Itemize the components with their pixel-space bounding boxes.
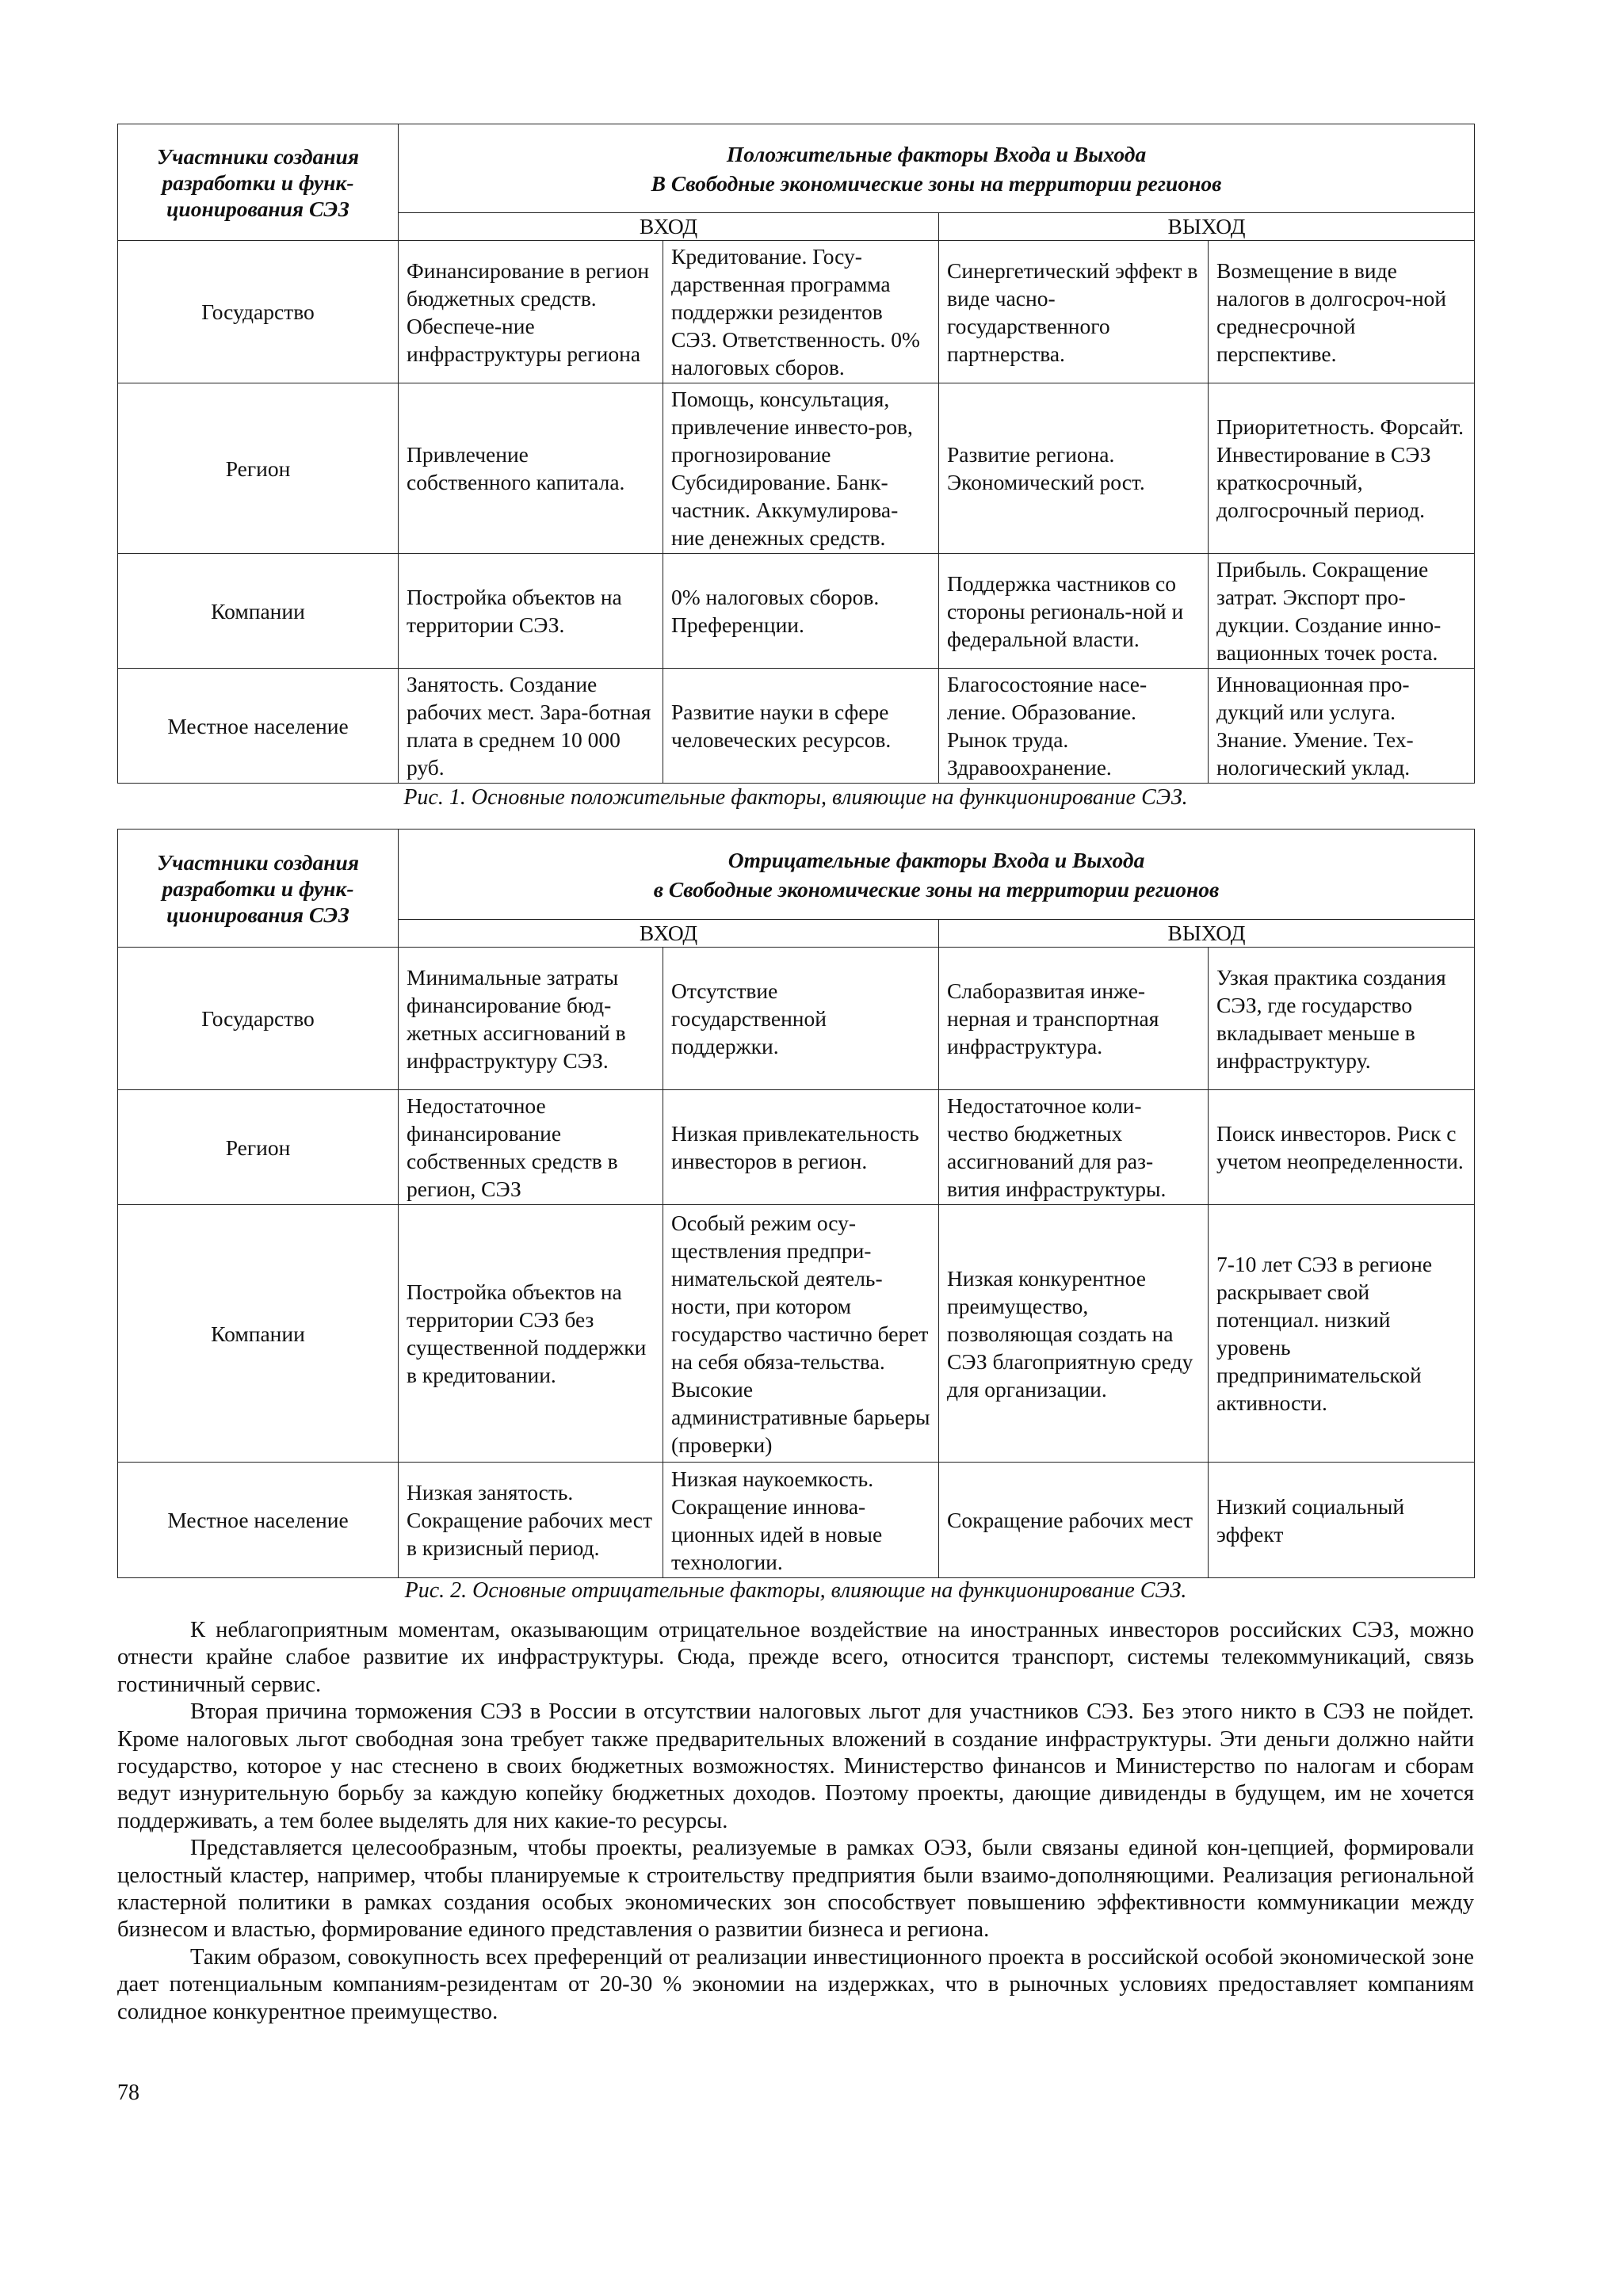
paragraph: К неблагоприятным моментам, оказывающим отрицательное воздействие на иностранных инвесторов российских СЭЗ, можно отнести крайне слабое развитие их инфраструктуры. Сюда, прежде всего, относится транспорт, системы телекоммуникаций, связь гостиничный сервис.: [117, 1618, 1474, 1697]
table-row: [118, 554, 1475, 669]
actor-cell: Регион: [118, 383, 399, 554]
exit-cell: Развитие региона. Экономический рост.: [939, 383, 1209, 554]
body-text: [117, 1617, 1474, 2026]
entry-cell: Привлечение собственного капитала.: [399, 383, 663, 554]
entry-cell: Недостаточное финансирование собственных средств в регион, СЭЗ: [399, 1090, 663, 1205]
exit-cell: Поиск инвесторов. Риск с учетом неопределенности.: [1209, 1090, 1475, 1205]
entry-cell: Кредитование. Госу-дарственная программа поддержки резидентов СЭЗ. Ответственность. 0% налоговых сборов.: [663, 241, 939, 383]
actor-cell: Местное население: [118, 669, 399, 784]
exit-cell: Низкий социальный эффект: [1209, 1463, 1475, 1578]
table-row: [118, 241, 1475, 383]
entry-header: ВХОД: [399, 920, 939, 948]
entry-cell: Отсутствие государственной поддержки.: [663, 948, 939, 1090]
exit-cell: 7-10 лет СЭЗ в регионе раскрывает свой потенциал. низкий уровень предпринимательской активности.: [1209, 1205, 1475, 1463]
exit-header: ВЫХОД: [939, 920, 1475, 948]
exit-cell: Узкая практика создания СЭЗ, где государство вкладывает меньше в инфраструктуру.: [1209, 948, 1475, 1090]
entry-cell: Развитие науки в сфере человеческих ресурсов.: [663, 669, 939, 784]
exit-cell: Инновационная про-дукций или услуга. Знание. Умение. Тех-нологический уклад.: [1209, 669, 1475, 784]
entry-cell: Низкая наукоемкость. Сокращение иннова-ционных идей в новые технологии.: [663, 1463, 939, 1578]
paragraph: Представляется целесообразным, чтобы проекты, реализуемые в рамках ОЭЗ, были связаны единой кон-цепцией, формировали целостный кластер, например, чтобы планируемые к строительству предприятия были взаимо-дополняющими. Реализация региональной кластерной политики в рамках создания особых экономических зон способствует повышению эффективности коммуникации между бизнесом и властью, формирование единого представления о развитии бизнеса и региона.: [117, 1836, 1474, 1943]
entry-cell: Низкая привлекательность инвесторов в регион.: [663, 1090, 939, 1205]
entry-cell: Занятость. Создание рабочих мест. Зара-ботная плата в среднем 10 000 руб.: [399, 669, 663, 784]
entry-cell: Низкая занятость. Сокращение рабочих мест в кризисный период.: [399, 1463, 663, 1578]
table-row: [118, 669, 1475, 784]
exit-cell: Прибыль. Сокращение затрат. Экспорт про-дукции. Создание инно-вационных точек роста.: [1209, 554, 1475, 669]
entry-cell: Постройка объектов на территории СЭЗ без существенной поддержки в кредитовании.: [399, 1205, 663, 1463]
exit-cell: Слаборазвитая инже-нерная и транспортная инфраструктура.: [939, 948, 1209, 1090]
actor-cell: Местное население: [118, 1463, 399, 1578]
table-title: [399, 830, 1475, 920]
table-row: [118, 1205, 1475, 1463]
positive-factors-table: [117, 124, 1475, 784]
exit-cell: Поддержка частников со стороны региональ-ной и федеральной власти.: [939, 554, 1209, 669]
exit-cell: Низкая конкурентное преимущество, позволяющая создать на СЭЗ благоприятную среду для организации.: [939, 1205, 1209, 1463]
table-title: [399, 124, 1475, 213]
exit-cell: Сокращение рабочих мест: [939, 1463, 1209, 1578]
figure-caption: Рис. 2. Основные отрицательные факторы, влияющие на функционирование СЭЗ.: [404, 1578, 1187, 1603]
actor-cell: Государство: [118, 241, 399, 383]
exit-header: ВЫХОД: [939, 213, 1475, 241]
table-title-line1: Отрицательные факторы Входа и Выхода: [727, 847, 1145, 872]
exit-cell: Благосостояние насе-ление. Образование. Рынок труда. Здравоохранение.: [939, 669, 1209, 784]
paragraph: Таким образом, совокупность всех преференций от реализации инвестиционного проекта в российской особой экономической зоне дает потенциальным компаниям-резидентам от 20-30 % экономии на издержках, что в рыночных условиях предоставляет компаниям солидное конкурентное преимущество.: [117, 1944, 1474, 2024]
table-row: [118, 1463, 1475, 1578]
exit-cell: Недостаточное коли-чество бюджетных ассигнований для раз-вития инфраструктуры.: [939, 1090, 1209, 1205]
entry-cell: 0% налоговых сборов. Преференции.: [663, 554, 939, 669]
exit-cell: Возмещение в виде налогов в долгосроч-ной среднесрочной перспективе.: [1209, 241, 1475, 383]
figure-caption: Рис. 1. Основные положительные факторы, влияющие на функционирование СЭЗ.: [403, 785, 1188, 810]
actor-cell: Компании: [118, 1205, 399, 1463]
actor-cell: Государство: [118, 948, 399, 1090]
entry-cell: Финансирование в регион бюджетных средств. Обеспече-ние инфраструктуры региона: [399, 241, 663, 383]
negative-factors-table: [117, 829, 1475, 1578]
exit-cell: Приоритетность. Форсайт. Инвестирование в СЭЗ краткосрочный, долгосрочный период.: [1209, 383, 1475, 554]
table-title-line2: В Свободные экономические зоны на территории регионов: [651, 170, 1222, 196]
entry-cell: Помощь, консультация, привлечение инвесто-ров, прогнозирование Субсидирование. Банк-частник. Аккумулирова-ние денежных средств.: [663, 383, 939, 554]
actor-cell: Компании: [118, 554, 399, 669]
table-title-line2: в Свободные экономические зоны на территории регионов: [653, 876, 1220, 902]
participants-header: Участники создания разработки и функ-ционирования СЭЗ: [118, 124, 399, 241]
entry-cell: Постройка объектов на территории СЭЗ.: [399, 554, 663, 669]
actor-cell: Регион: [118, 1090, 399, 1205]
table-row: [118, 948, 1475, 1090]
participants-header: Участники создания разработки и функ-ционирования СЭЗ: [118, 830, 399, 948]
paragraph: Вторая причина торможения СЭЗ в России в отсутствии налоговых льгот для участников СЭЗ. Без этого никто в СЭЗ не пойдет. Кроме налоговых льгот свободная зона требует также предварительных вложений в создание инфраструктуры. Эти деньги должно найти государство, которое у нас стеснено в своих бюджетных возможностях. Министерство финансов и Министерство по налогам и сборам ведут изнурительную борьбу за каждую копейку бюджетных доходов. Поэтому проекты, дающие дивиденды в будущем, им не хочется поддерживать, а тем более выделять для них какие-то ресурсы.: [117, 1699, 1474, 1833]
table-row: [118, 1090, 1475, 1205]
entry-cell: Минимальные затраты финансирование бюд-жетных ассигнований в инфраструктуру СЭЗ.: [399, 948, 663, 1090]
table-row: [118, 383, 1475, 554]
entry-cell: Особый режим осу-ществления предпри-нимательской деятель-ности, при котором государство частично берет на себя обяза-тельства. Высокие административные барьеры (проверки): [663, 1205, 939, 1463]
entry-header: ВХОД: [399, 213, 939, 241]
page-number: 78: [117, 2081, 139, 2105]
exit-cell: Синергетический эффект в виде часно-государственного партнерства.: [939, 241, 1209, 383]
table-title-line1: Положительные факторы Входа и Выхода: [726, 141, 1147, 166]
